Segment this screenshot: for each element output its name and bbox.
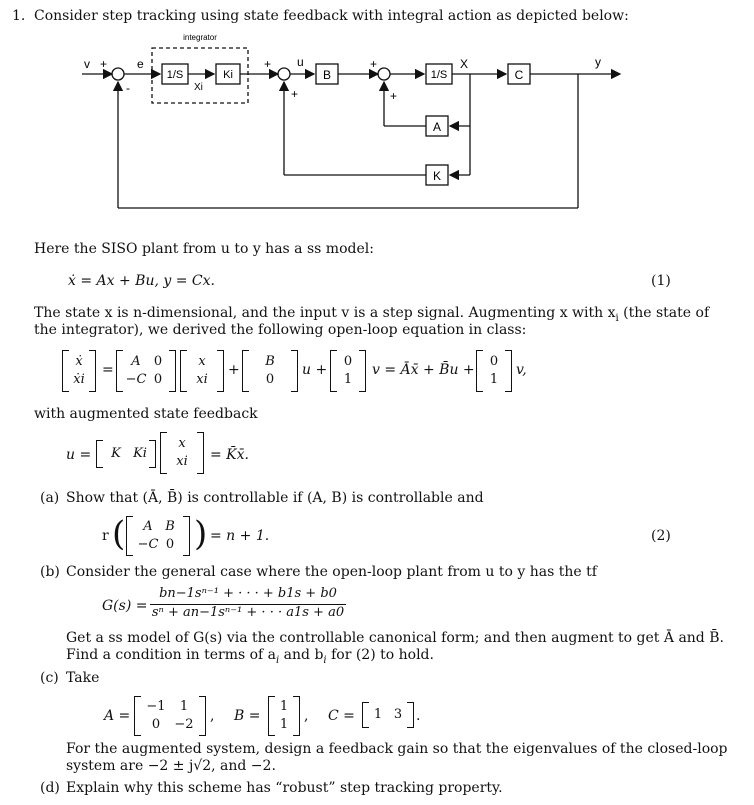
- rank-rhs: = n + 1.: [210, 528, 270, 544]
- sign-plus-2: +: [264, 57, 272, 71]
- B-matrix: [268, 696, 300, 736]
- rank-M: [126, 516, 190, 556]
- part-b-text3: Find a condition in terms of $a_i$ and $b_i$ for (2) to hold.: [66, 647, 434, 666]
- C-2: 3: [393, 707, 403, 722]
- aug-B-1: B: [265, 354, 275, 369]
- part-c-text3: system are −2 ± j√2, and −2.: [66, 758, 276, 774]
- aug-vec-2: ẋi: [73, 372, 85, 387]
- aug-v-rhs: [476, 350, 512, 392]
- ctrl-K-1: K: [111, 446, 121, 461]
- integrator-label: integrator: [183, 33, 217, 42]
- B-comma: ,: [304, 708, 309, 724]
- eq1-number: (1): [651, 273, 671, 289]
- aug-v-2: 1: [343, 372, 353, 387]
- eq-model: ẋ = Ax + Bu, y = Cx.: [68, 273, 215, 289]
- C-matrix: [362, 702, 414, 728]
- eq-sign-1: =: [102, 362, 114, 378]
- ctrl-x: [160, 432, 204, 474]
- B-label: B =: [234, 708, 261, 724]
- aug-A: [116, 350, 176, 392]
- signal-x: X: [460, 57, 469, 71]
- signal-v: v: [84, 57, 90, 71]
- signal-u: u: [297, 55, 304, 69]
- aug-B-2: 0: [265, 372, 275, 387]
- aug-A-12: 0: [153, 354, 163, 369]
- B-2: 1: [279, 717, 289, 732]
- block-int1-label: 1/S: [166, 69, 184, 81]
- eq-u-plus: u +: [302, 362, 328, 378]
- A-22: −2: [174, 717, 194, 732]
- block-diagram: [0, 28, 754, 243]
- part-b-text: Consider the general case where the open-loop plant from u to y has the tf: [66, 564, 597, 580]
- part-d-label: (d): [40, 780, 60, 796]
- rank-M-12: B: [165, 519, 175, 534]
- A-12: 1: [179, 699, 189, 714]
- part-b-label: (b): [40, 564, 60, 580]
- ctrl-K: [96, 440, 156, 468]
- B-1: 1: [279, 699, 289, 714]
- signal-xi: Xi: [194, 82, 203, 93]
- rank-M-21: −C: [137, 537, 159, 552]
- block-int2-label: 1/S: [430, 69, 448, 81]
- ctrl-rhs: = K̄x̄.: [210, 447, 249, 463]
- aug-rhs: v = Āx̄ + B̄u +: [372, 362, 475, 378]
- sum-junction-3: [378, 68, 390, 80]
- part-a-label: (a): [40, 490, 60, 506]
- A-11: −1: [146, 699, 166, 714]
- problem-intro: Consider step tracking using state feedback with integral action as depicted below:: [34, 8, 629, 24]
- tf-den: sⁿ + an−1sⁿ⁻¹ + · · · a1s + a0: [151, 605, 345, 620]
- aug-v-end: v,: [516, 362, 527, 378]
- C-1: 1: [373, 707, 383, 722]
- sum-junction-2: [278, 68, 290, 80]
- state-desc-1: The state x is n-dimensional, and the input v is a step signal. Augmenting x with $x_i$ (the state of: [34, 305, 710, 324]
- block-k-label: K: [432, 169, 442, 183]
- feedback-intro: with augmented state feedback: [34, 406, 258, 422]
- signal-e: e: [137, 57, 144, 71]
- tf-lhs: G(s) =: [102, 598, 148, 614]
- sign-plus-4: +: [370, 57, 378, 71]
- part-c-text: Take: [66, 670, 100, 686]
- block-ki-label: Ki: [223, 69, 233, 81]
- rank-label: r: [102, 528, 109, 544]
- sign-plus-3: +: [291, 87, 299, 101]
- C-period: .: [416, 708, 421, 724]
- part-a-text: Show that (Ā, B̄) is controllable if (A, B) is controllable and: [66, 490, 484, 506]
- aug-A-21: −C: [125, 372, 147, 387]
- ctrl-x-1: x: [178, 436, 186, 451]
- aug-A-22: 0: [153, 372, 163, 387]
- sign-plus-1: +: [100, 57, 108, 71]
- block-c-label: C: [514, 68, 524, 82]
- sign-minus-1: -: [126, 81, 130, 95]
- block-b-label: B: [322, 68, 332, 82]
- aug-x-2: xi: [196, 372, 208, 387]
- sum-junction-1: [112, 68, 124, 80]
- aug-vec: [62, 350, 96, 392]
- aug-B: [242, 350, 298, 392]
- part-b-text2: Get a ss model of G(s) via the controllable canonical form; and then augment to get Ā and B̄.: [66, 630, 724, 646]
- C-label: C =: [328, 708, 355, 724]
- A-21: 0: [151, 717, 161, 732]
- plant-intro: Here the SISO plant from u to y has a ss model:: [34, 241, 374, 257]
- aug-x-1: x: [198, 354, 206, 369]
- state-desc-3: the integrator), we derived the following open-loop equation in class:: [34, 322, 527, 338]
- aug-v-rhs-2: 1: [489, 372, 499, 387]
- rank-M-11: A: [143, 519, 153, 534]
- ctrl-K-2: Ki: [133, 446, 147, 461]
- A-matrix: [134, 696, 206, 736]
- aug-v-rhs-1: 0: [489, 354, 499, 369]
- part-c-label: (c): [40, 670, 59, 686]
- signal-y: y: [595, 55, 601, 69]
- sign-plus-5: +: [390, 89, 398, 103]
- aug-v-1: 0: [343, 354, 353, 369]
- problem-number: 1.: [12, 8, 26, 24]
- part-c-text2: For the augmented system, design a feedback gain so that the eigenvalues of the closed-loop: [66, 741, 728, 757]
- ctrl-u: u =: [66, 447, 92, 463]
- block-a-label: A: [432, 120, 442, 134]
- tf-num: bn−1sⁿ⁻¹ + · · · + b1s + b0: [159, 586, 337, 601]
- rank-M-22: 0: [165, 537, 175, 552]
- aug-A-11: A: [131, 354, 141, 369]
- aug-vec-1: ẋ: [75, 354, 83, 369]
- rank-paren-r: ): [194, 514, 208, 554]
- rank-paren-l: (: [112, 514, 126, 554]
- ctrl-x-2: xi: [176, 454, 188, 469]
- A-comma: ,: [210, 708, 215, 724]
- A-label: A =: [104, 708, 131, 724]
- eq2-number: (2): [651, 528, 671, 544]
- aug-v: [330, 350, 366, 392]
- eq-plus-1: +: [228, 362, 240, 378]
- part-d-text: Explain why this scheme has “robust” step tracking property.: [66, 780, 503, 796]
- aug-x: [180, 350, 224, 392]
